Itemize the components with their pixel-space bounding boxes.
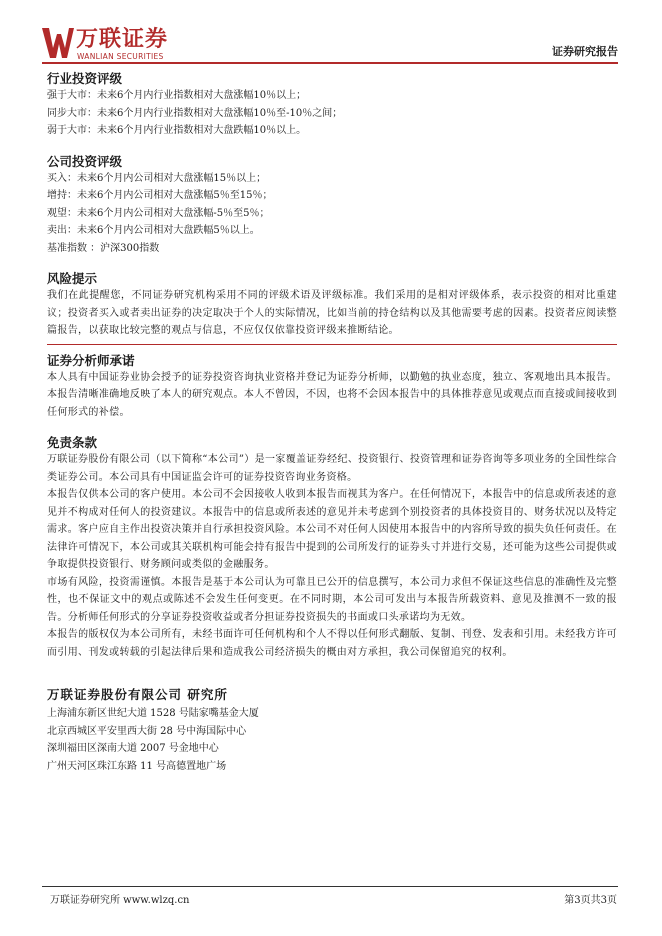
rating-line: 卖出：未来6个月内公司相对大盘跌幅5％以上。 xyxy=(47,225,260,236)
footer-website: 万联证券研究所 www.wlzq.cn xyxy=(50,895,190,906)
section-title: 公司投资评级 xyxy=(47,153,123,169)
institute-section xyxy=(47,687,617,775)
rating-line: 增持：未来6个月内公司相对大盘涨幅5％至15％； xyxy=(47,190,273,201)
rating-line: 弱于大市：未来6个月内行业指数相对大盘跌幅10％以上。 xyxy=(47,125,307,136)
rating-line: 买入：未来6个月内公司相对大盘涨幅15％以上； xyxy=(47,172,267,184)
rating-line: 强于大市：未来6个月内行业指数相对大盘涨幅10％以上； xyxy=(47,90,307,101)
section-title: 证券分析师承诺 xyxy=(47,352,135,368)
logo-english-name: WANLIAN SECURITIES xyxy=(77,52,164,61)
logo-chinese-name: 万联证券 xyxy=(76,27,169,52)
report-type-label: 证券研究报告 xyxy=(552,45,618,58)
risk-section xyxy=(47,271,617,340)
company-logo xyxy=(42,26,182,62)
disclaimer-paragraph: 本报告仅供本公司的客户使用。本公司不会因接收人收到本报告而视其为客户。在任何情况下，本报告中的信息或所表述的意见并不构成对任何人的投资建议。本报告中的信息或所表述的意见并未考虑到个别投资者的具体投资目的、财务状况以及特定需求。客户应自主作出投资决策并自行承担投资风险。本公司不对任何人因使用本报告中的内容所导致的损失负任何责任。在法律许可情况下，本公司或其关联机构可能会持有报告中提到的公司所发行的证券头寸并进行交易，还可能为这些公司提供或争取提供投资银行、财务顾问或类似的金融服务。 xyxy=(47,489,617,571)
industry-rating-section xyxy=(47,71,617,140)
footer-divider xyxy=(42,886,618,887)
rating-line: 观望：未来6个月内公司相对大盘涨幅-5％至5％； xyxy=(47,207,270,219)
section-title: 行业投资评级 xyxy=(47,71,123,86)
disclaimer-paragraph: 万联证券股份有限公司（以下简称“本公司”）是一家覆盖证券经纪、投资银行、投资管理和证券咨询等多项业务的全国性综合类证券公司。本公司具有中国证监会许可的证券投资咨询业务资格。 xyxy=(47,454,617,483)
analyst-paragraph: 本人具有中国证券业协会授予的证券投资咨询执业资格并登记为证券分析师，以勤勉的执业态度，独立、客观地出具本报告。本报告清晰准确地反映了本人的研究观点。本人不曾因，不因，也将不会因本报告中的具体推荐意见或观点而直接或间接收到任何形式的补偿。 xyxy=(47,371,617,418)
section-title: 免责条款 xyxy=(47,435,98,451)
disclaimer-paragraph: 本报告的版权仅为本公司所有，未经书面许可任何机构和个人不得以任何形式翻版、复制、刊登、发表和引用。未经我方许可而引用、刊发或转载的引起法律后果和造成我公司经济损失的概由对方承担，我公司保留追究的权利。 xyxy=(47,629,617,658)
section-divider xyxy=(47,344,617,345)
address-line: 广州天河区珠江东路 11 号高德置地广场 xyxy=(47,760,227,772)
disclaimer-paragraph: 市场有风险，投资需谨慎。本报告是基于本公司认为可靠且已公开的信息撰写，本公司力求但不保证这些信息的准确性及完整性，也不保证文中的观点或陈述不会发生任何变更。在不同时期，本公司可发出与本报告所载资料、意见及推测不一致的报告。分析师任何形式的分享证券投资收益或者分担证券投资损失的书面或口头承诺均为无效。 xyxy=(47,576,617,623)
disclaimer-section xyxy=(47,435,617,661)
risk-paragraph: 我们在此提醒您，不同证券研究机构采用不同的评级术语及评级标准。我们采用的是相对评级体系，表示投资的相对比重建议；投资者买入或者卖出证券的决定取决于个人的实际情况，比如当前的持仓结构以及其他需要考虑的因素。投资者应阅读整篇报告，以获取比较完整的观点与信息，不应仅仅依靠投资评级来推断结论。 xyxy=(47,290,617,336)
section-title: 风险提示 xyxy=(47,271,98,286)
company-rating-section xyxy=(47,154,617,258)
benchmark-line: 基准指数 ：沪深300指数 xyxy=(47,242,160,254)
header-divider xyxy=(42,62,618,64)
rating-line: 同步大市：未来6个月内行业指数相对大盘涨幅10％至-10％之间； xyxy=(47,107,343,119)
analyst-section xyxy=(47,353,617,422)
address-line: 上海浦东新区世纪大道 1528 号陆家嘴基金大厦 xyxy=(47,708,259,720)
address-line: 北京西城区平安里西大街 28 号中海国际中心 xyxy=(47,725,247,737)
page-content xyxy=(47,71,617,775)
page-number: 第3页共3页 xyxy=(564,895,617,906)
address-line: 深圳福田区深南大道 2007 号金地中心 xyxy=(47,743,219,755)
institute-title: 万联证券股份有限公司 研究所 xyxy=(47,687,228,703)
logo-w-icon xyxy=(42,26,74,60)
page-header xyxy=(0,0,662,66)
